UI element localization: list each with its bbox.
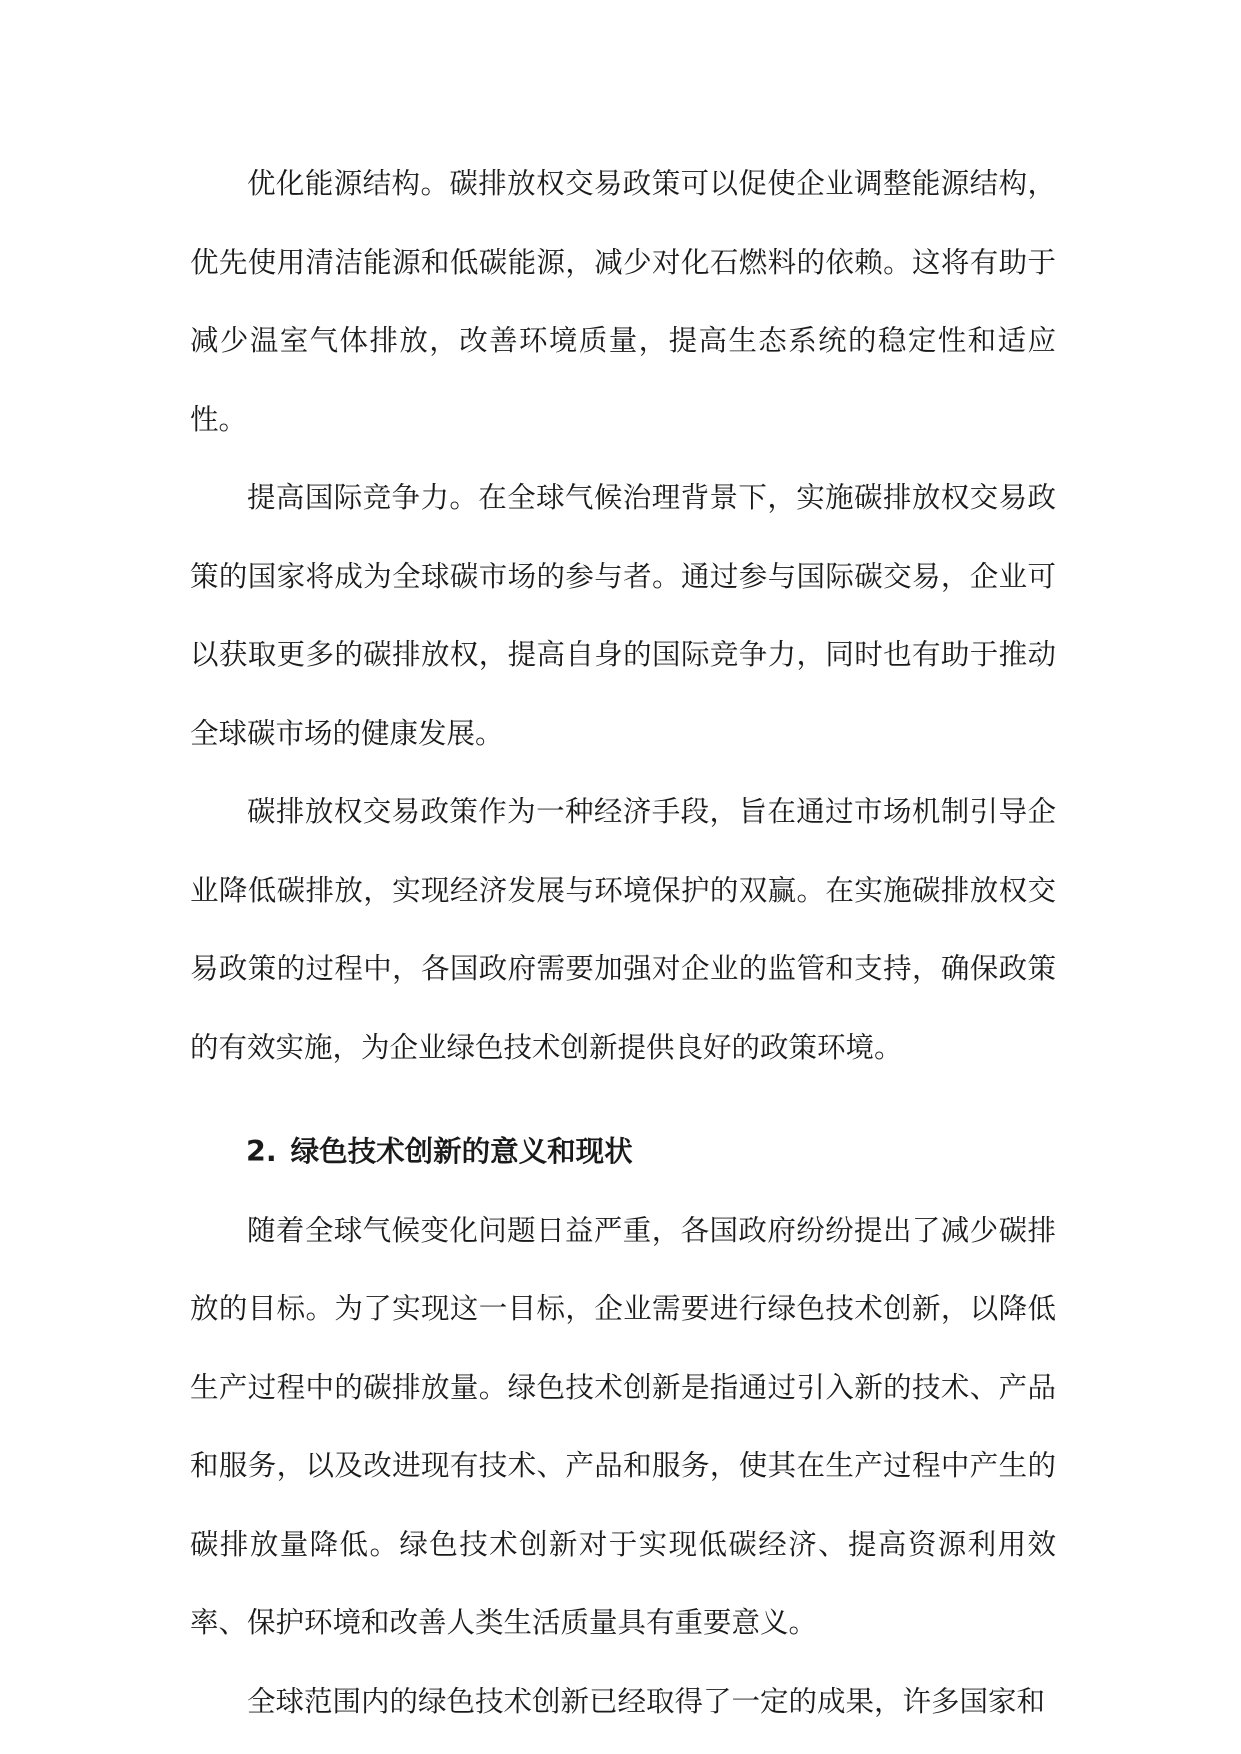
paragraph-green-innovation-significance: 随着全球气候变化问题日益严重，各国政府纷纷提出了减少碳排放的目标。为了实现这一目标，企业需要进行绿色技术创新，以降低生产过程中的碳排放量。绿色技术创新是指通过引入新的技术、产品和服务，以及改进现有技术、产品和服务，使其在生产过程中产生的碳排放量降低。绿色技术创新对于实现低碳经济、提高资源利用效率、保护环境和改善人类生活质量具有重要意义。 bbox=[190, 1213, 1056, 1639]
paragraph-optimize-energy-structure: 优化能源结构。碳排放权交易政策可以促使企业调整能源结构，优先使用清洁能源和低碳能源，减少对化石燃料的依赖。这将有助于减少温室气体排放，改善环境质量，提高生态系统的稳定性和适应性。 bbox=[190, 167, 1056, 436]
section-number: 2. bbox=[246, 1135, 277, 1168]
section-title: 绿色技术创新的意义和现状 bbox=[290, 1135, 633, 1168]
paragraph-carbon-trading-policy: 碳排放权交易政策作为一种经济手段，旨在通过市场机制引导企业降低碳排放，实现经济发展与环境保护的双赢。在实施碳排放权交易政策的过程中，各国政府需要加强对企业的监管和支持，确保政策的有效实施，为企业绿色技术创新提供良好的政策环境。 bbox=[190, 795, 1056, 1064]
document-body bbox=[190, 145, 1056, 1741]
paragraph-global-green-innovation: 全球范围内的绿色技术创新已经取得了一定的成果，许多国家和 bbox=[247, 1684, 1046, 1718]
paragraph-international-competitiveness: 提高国际竞争力。在全球气候治理背景下，实施碳排放权交易政策的国家将成为全球碳市场的参与者。通过参与国际碳交易，企业可以获取更多的碳排放权，提高自身的国际竞争力，同时也有助于推动全球碳市场的健康发展。 bbox=[190, 481, 1056, 750]
section-heading bbox=[190, 1113, 1056, 1192]
